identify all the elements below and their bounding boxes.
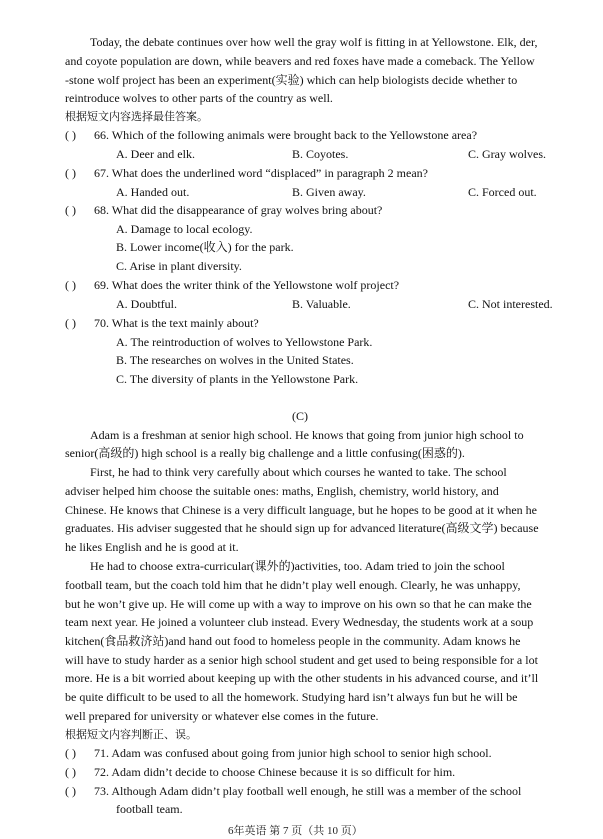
passage-c-line-16: well prepared for university or whatever else comes in the future. bbox=[65, 709, 379, 723]
question-72: 72. Adam didn’t decide to choose Chinese because it is so difficult for him. bbox=[94, 765, 456, 779]
passage-c-line-9: football team, but the coach told him that he didn’t play well enough. Clearly, he was unhappy, bbox=[65, 578, 521, 592]
passage-c-line-2: senior(高级的) high school is a really big challenge and a little confusing(困惑的). bbox=[65, 446, 465, 460]
q70-option-c: C. The diversity of plants in the Yellowstone Park. bbox=[116, 372, 359, 386]
question-73: 73. Although Adam didn’t play football well enough, he still was a member of the school bbox=[94, 784, 522, 798]
instruction-c: 根据短文内容判断正、误。 bbox=[65, 728, 197, 741]
q68-option-a: A. Damage to local ecology. bbox=[116, 222, 253, 236]
q70-option-b: B. The researches on wolves in the United States. bbox=[116, 353, 354, 367]
q68-option-c: C. Arise in plant diversity. bbox=[116, 259, 242, 273]
passage-c-line-3: First, he had to think very carefully about which courses he wanted to take. The school bbox=[90, 465, 507, 479]
passage-c-line-10: but he won’t give up. He will come up with a way to improve on his own so that he can make the bbox=[65, 597, 532, 611]
passage-b-line-2: and coyote population are down, while beavers and red foxes have made a comeback. The Yellow bbox=[65, 54, 535, 68]
q66-option-a: A. Deer and elk. bbox=[116, 147, 195, 161]
answer-blank-67[interactable]: ( ) bbox=[65, 166, 76, 180]
q68-option-b: B. Lower income(收入) for the park. bbox=[116, 240, 294, 254]
question-66: 66. Which of the following animals were brought back to the Yellowstone area? bbox=[94, 128, 478, 142]
page-footer: 6年英语 第 7 页（共 10 页） bbox=[228, 825, 363, 837]
q66-option-b: B. Coyotes. bbox=[292, 147, 349, 161]
question-67: 67. What does the underlined word “displaced” in paragraph 2 mean? bbox=[94, 166, 428, 180]
passage-c-line-12: kitchen(食品救济站)and hand out food to homeless people in the community. Adam knows he bbox=[65, 634, 521, 648]
question-71: 71. Adam was confused about going from junior high school to senior high school. bbox=[94, 746, 492, 760]
answer-blank-71[interactable]: ( ) bbox=[65, 746, 76, 760]
q69-option-b: B. Valuable. bbox=[292, 297, 351, 311]
question-69: 69. What does the writer think of the Yellowstone wolf project? bbox=[94, 278, 400, 292]
q67-option-c: C. Forced out. bbox=[468, 185, 537, 199]
passage-c-line-6: graduates. His adviser suggested that he should sign up for advanced literature(高级文学) because bbox=[65, 521, 539, 535]
answer-blank-66[interactable]: ( ) bbox=[65, 128, 76, 142]
q67-option-a: A. Handed out. bbox=[116, 185, 190, 199]
passage-b-line-1: Today, the debate continues over how well the gray wolf is fitting in at Yellowstone. Elk, der, bbox=[90, 35, 538, 49]
question-73-continued: football team. bbox=[116, 802, 183, 816]
answer-blank-73[interactable]: ( ) bbox=[65, 784, 76, 798]
passage-c-line-4: adviser helped him choose the suitable ones: maths, English, chemistry, world history, and bbox=[65, 484, 499, 498]
answer-blank-72[interactable]: ( ) bbox=[65, 765, 76, 779]
answer-blank-68[interactable]: ( ) bbox=[65, 203, 76, 217]
q69-option-a: A. Doubtful. bbox=[116, 297, 177, 311]
passage-c-line-15: be quite difficult to be used to all the homework. Studying hard isn’t always fun but he will be bbox=[65, 690, 518, 704]
q66-option-c: C. Gray wolves. bbox=[468, 147, 546, 161]
answer-blank-70[interactable]: ( ) bbox=[65, 316, 76, 330]
passage-c-line-14: more. He is a bit worried about keeping up with the other students in his advanced course, and it’ll bbox=[65, 671, 539, 685]
instruction-b: 根据短文内容选择最佳答案。 bbox=[65, 110, 208, 123]
passage-c-line-1: Adam is a freshman at senior high school. He knows that going from junior high school to bbox=[90, 428, 524, 442]
q70-option-a: A. The reintroduction of wolves to Yellowstone Park. bbox=[116, 335, 373, 349]
passage-c-line-8: He had to choose extra-curricular(课外的)activities, too. Adam tried to join the school bbox=[90, 559, 505, 573]
passage-c-line-13: will have to study harder as a senior high school student and get used to being responsible for a lot bbox=[65, 653, 538, 667]
passage-c-line-11: team next year. He joined a volunteer club instead. Every Wednesday, the students work at a soup bbox=[65, 615, 534, 629]
q69-option-c: C. Not interested. bbox=[468, 297, 553, 311]
passage-b-line-3: -stone wolf project has been an experiment(实验) which can help biologists decide whether to bbox=[65, 73, 518, 87]
section-c-title: (C) bbox=[292, 409, 308, 423]
passage-b-line-4: reintroduce wolves to other parts of the country as well. bbox=[65, 91, 333, 105]
question-68: 68. What did the disappearance of gray wolves bring about? bbox=[94, 203, 383, 217]
q67-option-b: B. Given away. bbox=[292, 185, 366, 199]
passage-c-line-7: he likes English and he is good at it. bbox=[65, 540, 239, 554]
question-70: 70. What is the text mainly about? bbox=[94, 316, 259, 330]
passage-c-line-5: Chinese. He knows that Chinese is a very difficult language, but he hopes to be good at it when he bbox=[65, 503, 538, 517]
answer-blank-69[interactable]: ( ) bbox=[65, 278, 76, 292]
